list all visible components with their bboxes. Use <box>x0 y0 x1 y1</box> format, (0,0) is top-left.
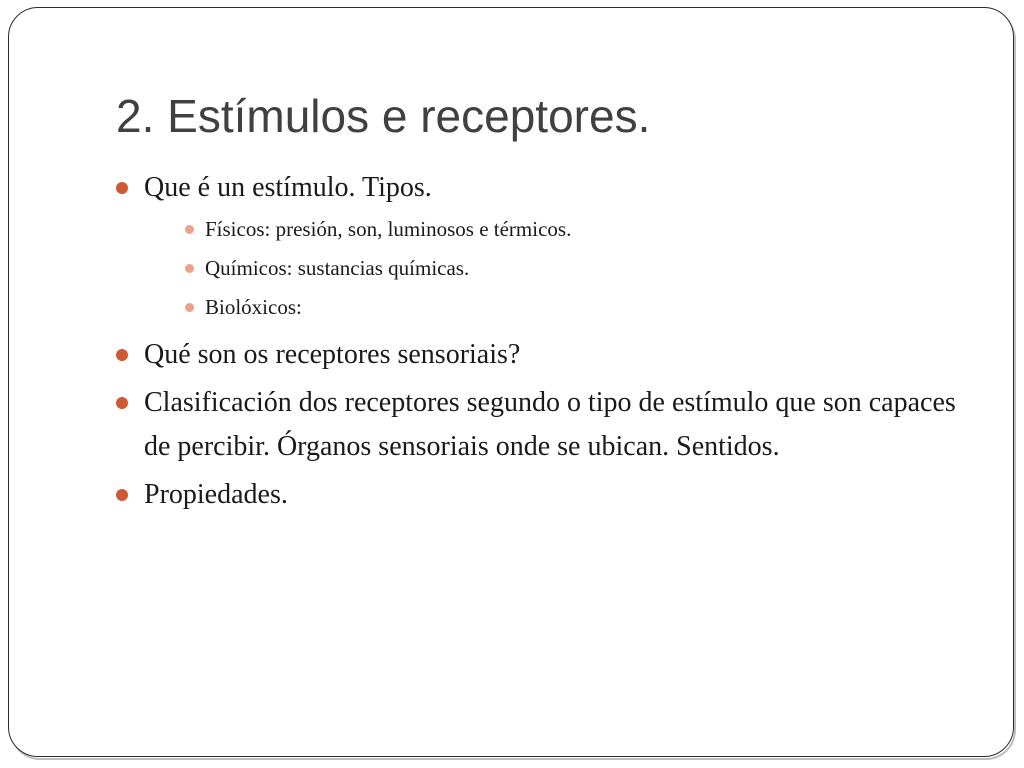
sub-bullet-dot <box>185 303 194 312</box>
sub-bullet-text: Químicos: sustancias químicas. <box>205 256 470 280</box>
bullet-text: Clasificación dos receptores segundo o tipo de estímulo que son capaces de percibir. Órganos sensoriais onde se ubican. Sentidos. <box>144 387 956 462</box>
bullet-item-stimulus <box>116 166 956 210</box>
sub-bullet-dot <box>185 225 194 234</box>
sub-bullet-dot <box>185 264 194 273</box>
slide-title: 2. Estímulos e receptores. <box>116 90 651 142</box>
bullet-item-classification <box>116 381 956 469</box>
bullet-text: Qué son os receptores sensoriais? <box>144 339 521 370</box>
sub-bullet-item-physical <box>116 210 956 249</box>
sub-bullet-item-chemical <box>116 249 956 288</box>
bullet-text: Que é un estímulo. Tipos. <box>144 172 432 203</box>
sub-bullet-item-biological <box>116 288 956 327</box>
bullet-dot <box>116 397 128 409</box>
sub-bullet-text: Físicos: presión, son, luminosos e térmicos. <box>205 217 572 241</box>
sub-bullet-text: Biolóxicos: <box>205 295 302 319</box>
bullet-dot <box>116 182 128 194</box>
bullet-item-properties <box>116 473 956 517</box>
bullet-item-receptors <box>116 333 956 377</box>
bullet-list <box>116 166 956 517</box>
bullet-dot <box>116 349 128 361</box>
bullet-dot <box>116 489 128 501</box>
sub-bullet-list <box>116 210 956 327</box>
bullet-text: Propiedades. <box>144 479 288 510</box>
